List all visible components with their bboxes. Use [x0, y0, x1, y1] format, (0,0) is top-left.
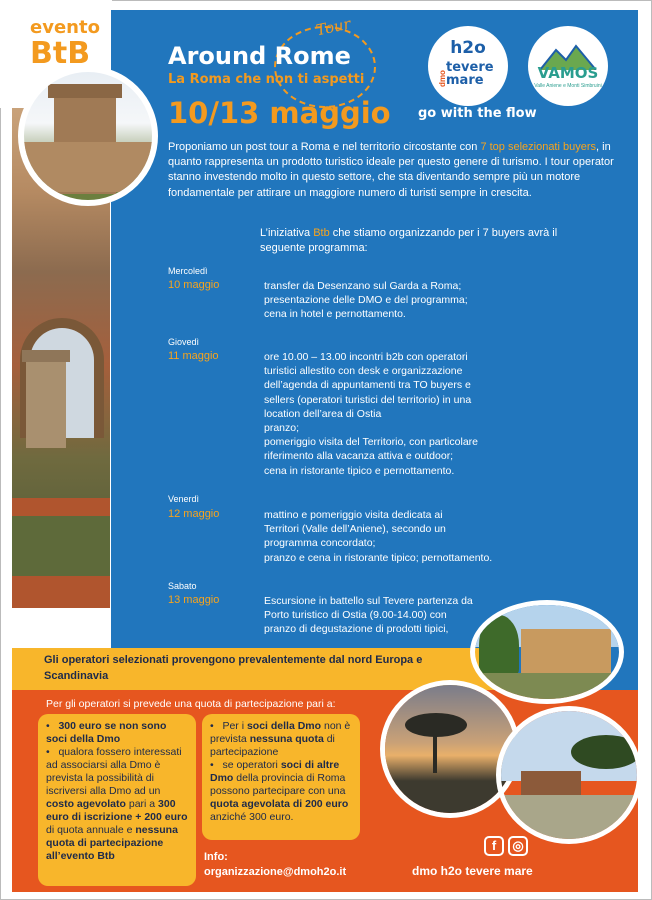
- schedule-line: cena in ristorante tipico e pernottamento.: [264, 464, 455, 477]
- street-plants: [12, 516, 110, 576]
- quota-bold: nessuna quota di partecipazione all’evento Btb: [46, 824, 178, 862]
- program-intro-a: L’iniziativa: [260, 227, 314, 239]
- intro-text-2: , in quanto rappresenta un prodotto turistico ideale per questo genere di turismo. I tour operator stanno investendo molto in questo settore, che sta diventando sempre più un motore fondamentale per attirare un maggiore numero di turisti sempre in crescita.: [168, 141, 614, 199]
- quota-text: qualora fossero interessati ad associarsi alla Dmo è prevista la possibilità di iscriversi alla Dmo ad un: [46, 746, 182, 797]
- quota-text: non è prevista: [210, 720, 351, 745]
- facebook-icon[interactable]: f: [484, 836, 504, 856]
- schedule-date: 11 maggio: [168, 350, 219, 362]
- instagram-icon[interactable]: ◎: [508, 836, 528, 856]
- photo-pines: [571, 735, 641, 769]
- event-dates: 10/13 maggio: [168, 96, 391, 130]
- tour-tag: Tour: [314, 14, 353, 40]
- schedule-line: cena in hotel e pernottamento.: [264, 308, 406, 321]
- schedule-day: Venerdì: [168, 494, 200, 504]
- quota-text: di quota annuale e: [46, 824, 136, 836]
- quota-text: anziché 300 euro.: [210, 811, 294, 823]
- schedule-line: sellers (operatori turistici del territorio) in una: [264, 393, 472, 406]
- logo-h2o-line2: tevere: [446, 60, 494, 75]
- logo-h2o-subtext: [446, 61, 494, 87]
- photo-trunk: [433, 729, 437, 773]
- banner-text: Gli operatori selezionati provengono prevalentemente dal nord Europa e Scandinavia: [44, 654, 423, 682]
- schedule-line: ore 10.00 – 13.00 incontri b2b con operatori: [264, 351, 468, 363]
- quota-text: pari a: [125, 798, 159, 810]
- program-intro: [260, 226, 600, 256]
- page-subtitle: La Roma che non ti aspetti: [168, 72, 365, 87]
- info-block: [204, 850, 346, 880]
- schedule-line: pranzo e cena in ristorante tipico; pernottamento.: [264, 551, 493, 564]
- schedule-line: Escursione in battello sul Tevere partenza da: [264, 595, 473, 607]
- quota-box-non-members: [38, 714, 196, 886]
- quota-bullet: • se operatori soci di altre Dmo della provincia di Roma possono partecipare con una quota agevolata di 200 euro anziché 300 euro.: [210, 759, 349, 823]
- vamos-logo: [528, 26, 608, 106]
- schedule-line: pranzo;: [264, 422, 300, 435]
- quota-bullet: • qualora fossero interessati ad associarsi alla Dmo è prevista la possibilità di iscriversi alla Dmo ad un costo agevolato pari a 300 euro di iscrizione + 200 euro di quota annuale e nessuna quota di partecipazione all’evento Btb: [46, 746, 188, 862]
- schedule-day: Mercoledì: [168, 266, 208, 276]
- schedule-description: [264, 508, 534, 565]
- intro-text-1: Proponiamo un post tour a Roma e nel territorio circostante con: [168, 141, 481, 153]
- quota-bold: soci della Dmo: [246, 720, 322, 732]
- schedule-date: 13 maggio: [168, 594, 220, 606]
- quota-text: se operatori: [222, 759, 281, 771]
- quota-text: di partecipazione: [210, 733, 335, 758]
- logo-h2o-prefix: dmo: [437, 70, 447, 87]
- schedule-date: 12 maggio: [168, 508, 220, 520]
- intro-highlight: 7 top selezionati buyers: [480, 141, 597, 153]
- schedule-line: presentazione delle DMO e del programma;: [264, 294, 468, 307]
- schedule-line: mattino e pomeriggio visita dedicata ai: [264, 509, 443, 521]
- program-intro-highlight: Btb: [313, 227, 330, 239]
- social-links: [484, 836, 528, 856]
- quota-bullet: • 300 euro se non sono soci della Dmo: [46, 720, 167, 745]
- organization-name: dmo h2o tevere mare: [412, 864, 533, 878]
- schedule-line: pomeriggio visita del Territorio, con particolare: [264, 436, 478, 449]
- schedule-line: pranzo di degustazione di prodotti tipici,: [264, 623, 449, 636]
- slogan: go with the flow: [418, 106, 537, 121]
- quota-bold: quota agevolata di 200 euro: [210, 798, 349, 810]
- quota-bold: soci di altre Dmo: [210, 759, 340, 784]
- event-label-line2: BtB: [30, 36, 91, 71]
- quota-box-members: [202, 714, 360, 840]
- info-email-link[interactable]: organizzazione@dmoh2o.it: [204, 866, 347, 878]
- photo-path: [501, 795, 637, 839]
- schedule-line: turistici allestito con desk e organizzazione: [264, 365, 463, 378]
- schedule-line: transfer da Desenzano sul Garda a Roma;: [264, 280, 462, 292]
- schedule-line: location dell’area di Ostia: [264, 407, 382, 420]
- vamos-name: VAMOS: [537, 64, 599, 82]
- quota-bold: nessuna quota: [249, 733, 324, 745]
- schedule-line: Territori (Valle dell’Aniene), secondo un: [264, 523, 446, 536]
- info-label: Info:: [204, 851, 228, 863]
- event-label: [30, 18, 100, 70]
- quota-bold: 300 euro di iscrizione + 200 euro: [46, 798, 188, 823]
- castle-wall: [24, 142, 158, 192]
- photo-tree: [479, 615, 519, 675]
- quota-bold: 300 euro se non sono soci della Dmo: [46, 720, 167, 745]
- photo-sky: [385, 685, 515, 813]
- logo-h2o-text: h2o: [450, 38, 486, 58]
- schedule-day: Giovedì: [168, 337, 200, 347]
- castle-tower: [26, 358, 66, 448]
- quota-text: Per i: [222, 720, 247, 732]
- quota-text: della provincia di Roma possono partecipare con una: [210, 772, 346, 797]
- quota-intro: Per gli operatori si prevede una quota di partecipazione pari a:: [46, 698, 336, 710]
- schedule-day: Sabato: [168, 581, 197, 591]
- schedule-date: 10 maggio: [168, 279, 220, 291]
- program-intro-b: che stiamo organizzando per i 7 buyers avrà il seguente programma:: [260, 227, 558, 254]
- page-title: Around Rome: [168, 42, 351, 70]
- schedule-line: riferimento alla vacanza attiva e outdoor;: [264, 450, 454, 463]
- h2o-tevere-mare-logo: [428, 26, 508, 106]
- logo-h2o-line3: mare: [446, 73, 484, 88]
- castle-photo: [18, 66, 158, 206]
- schedule-description: [264, 279, 534, 322]
- schedule-line: Porto turistico di Ostia (9.00-14.00) con: [264, 609, 447, 622]
- schedule-line: dell’agenda di appuntamenti tra TO buyers e: [264, 379, 471, 392]
- quota-bold: costo agevolato: [46, 798, 126, 810]
- vamos-tagline: Valle Aniene e Monti Simbruini: [534, 83, 602, 89]
- event-label-line1: evento: [30, 17, 100, 38]
- schedule-line: programma concordato;: [264, 537, 376, 550]
- quota-bullet: • Per i soci della Dmo non è prevista nessuna quota di partecipazione: [210, 720, 351, 758]
- schedule-description: [264, 350, 534, 478]
- ruins-photo-circle: [496, 706, 642, 844]
- intro-paragraph: [168, 140, 626, 201]
